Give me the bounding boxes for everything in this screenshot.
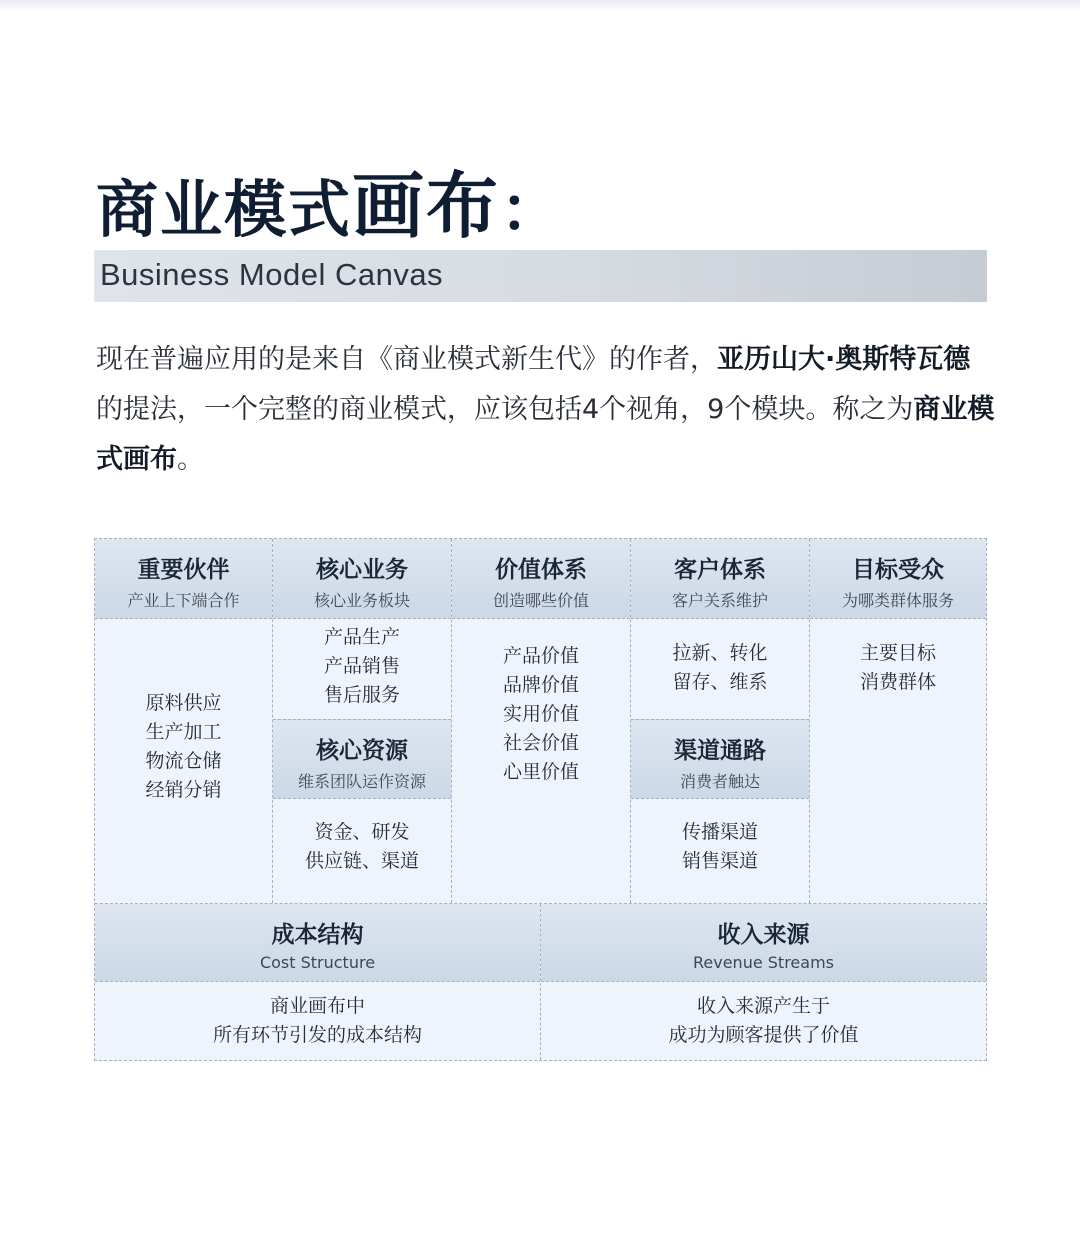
list-item: 产品价值 xyxy=(502,645,579,667)
list-item: 留存、维系 xyxy=(672,671,768,693)
list-item: 拉新、转化 xyxy=(672,642,768,664)
value-title: 价值体系 xyxy=(495,557,587,583)
list-item: 社会价值 xyxy=(502,732,579,754)
relationships-list xyxy=(631,639,809,697)
list-item: 心里价值 xyxy=(502,761,579,783)
value-list xyxy=(452,642,630,787)
title-main: 商业模式 xyxy=(96,173,353,246)
value-subtitle: 创造哪些价值 xyxy=(492,591,589,610)
business-model-canvas xyxy=(94,538,987,1061)
relationships-subtitle: 客户关系维护 xyxy=(671,591,768,610)
segments-list xyxy=(810,639,986,697)
list-item: 经销分销 xyxy=(145,779,222,801)
title-colon: ： xyxy=(500,173,565,246)
block-key-partners xyxy=(95,539,273,903)
list-item: 实用价值 xyxy=(502,703,579,725)
list-item: 销售渠道 xyxy=(681,850,758,872)
intro-paragraph xyxy=(96,335,996,485)
list-item: 售后服务 xyxy=(323,684,400,706)
intro-canvas-term: 商业模式画布 xyxy=(96,394,995,475)
list-item: 原料供应 xyxy=(145,692,222,714)
key-partners-list xyxy=(95,689,272,805)
revenue-header xyxy=(541,904,986,982)
list-item: 物流仓储 xyxy=(145,750,222,772)
list-item: 资金、研发 xyxy=(314,821,410,843)
cost-title: 成本结构 xyxy=(271,922,364,948)
list-item: 产品生产 xyxy=(323,626,400,648)
key-resources-header xyxy=(273,719,451,799)
key-activities-title: 核心业务 xyxy=(316,557,408,583)
list-item: 成功为顾客提供了价值 xyxy=(668,1024,859,1046)
segments-header xyxy=(810,539,986,619)
block-customer-relationships xyxy=(631,539,810,903)
key-partners-header xyxy=(95,539,272,619)
block-cost-structure xyxy=(95,904,541,1060)
block-revenue-streams xyxy=(541,904,986,1060)
block-key-activities xyxy=(273,539,452,903)
value-header xyxy=(452,539,630,619)
revenue-subtitle: Revenue Streams xyxy=(693,953,834,972)
channels-header xyxy=(631,719,809,799)
channels-title: 渠道通路 xyxy=(674,738,766,764)
list-item: 消费群体 xyxy=(859,671,936,693)
block-value-propositions xyxy=(452,539,631,903)
cost-header xyxy=(95,904,540,982)
key-partners-title: 重要伙伴 xyxy=(137,557,230,583)
cost-list xyxy=(95,992,540,1050)
subtitle: Business Model Canvas xyxy=(100,257,444,292)
key-activities-subtitle: 核心业务板块 xyxy=(313,591,410,610)
key-activities-header xyxy=(273,539,451,619)
key-resources-list xyxy=(273,818,451,876)
key-resources-subtitle: 维系团队运作资源 xyxy=(297,772,426,791)
list-item: 品牌价值 xyxy=(502,674,579,696)
page-title xyxy=(96,166,564,250)
list-item: 供应链、渠道 xyxy=(304,850,419,872)
list-item: 商业画布中 xyxy=(269,995,365,1017)
list-item: 传播渠道 xyxy=(681,821,758,843)
revenue-list xyxy=(541,992,986,1050)
intro-author: 亚历山大·奥斯特瓦德 xyxy=(717,344,971,375)
intro-text-2: 的提法，一个完整的商业模式，应该包括4个视角，9个模块。称之为 xyxy=(96,394,914,425)
list-item: 收入来源产生于 xyxy=(696,995,830,1017)
intro-text-1: 现在普遍应用的是来自《商业模式新生代》的作者， xyxy=(96,344,717,375)
cost-subtitle: Cost Structure xyxy=(259,953,376,972)
list-item: 生产加工 xyxy=(145,721,222,743)
channels-subtitle: 消费者触达 xyxy=(679,772,760,791)
subtitle-bar xyxy=(94,250,987,302)
segments-subtitle: 为哪类群体服务 xyxy=(841,591,954,610)
list-item: 主要目标 xyxy=(859,642,936,664)
list-item: 所有环节引发的成本结构 xyxy=(212,1024,422,1046)
key-resources-title: 核心资源 xyxy=(316,738,408,764)
top-fade xyxy=(0,0,1080,12)
revenue-title: 收入来源 xyxy=(717,922,810,948)
relationships-header xyxy=(631,539,809,619)
block-customer-segments xyxy=(810,539,986,903)
relationships-title: 客户体系 xyxy=(674,557,766,583)
segments-title: 目标受众 xyxy=(852,557,944,583)
key-partners-subtitle: 产业上下端合作 xyxy=(127,591,240,610)
channels-list xyxy=(631,818,809,876)
key-activities-list xyxy=(273,623,451,710)
intro-text-3: 。 xyxy=(177,444,204,475)
list-item: 产品销售 xyxy=(323,655,400,677)
title-emphasis: 画布 xyxy=(352,164,501,248)
